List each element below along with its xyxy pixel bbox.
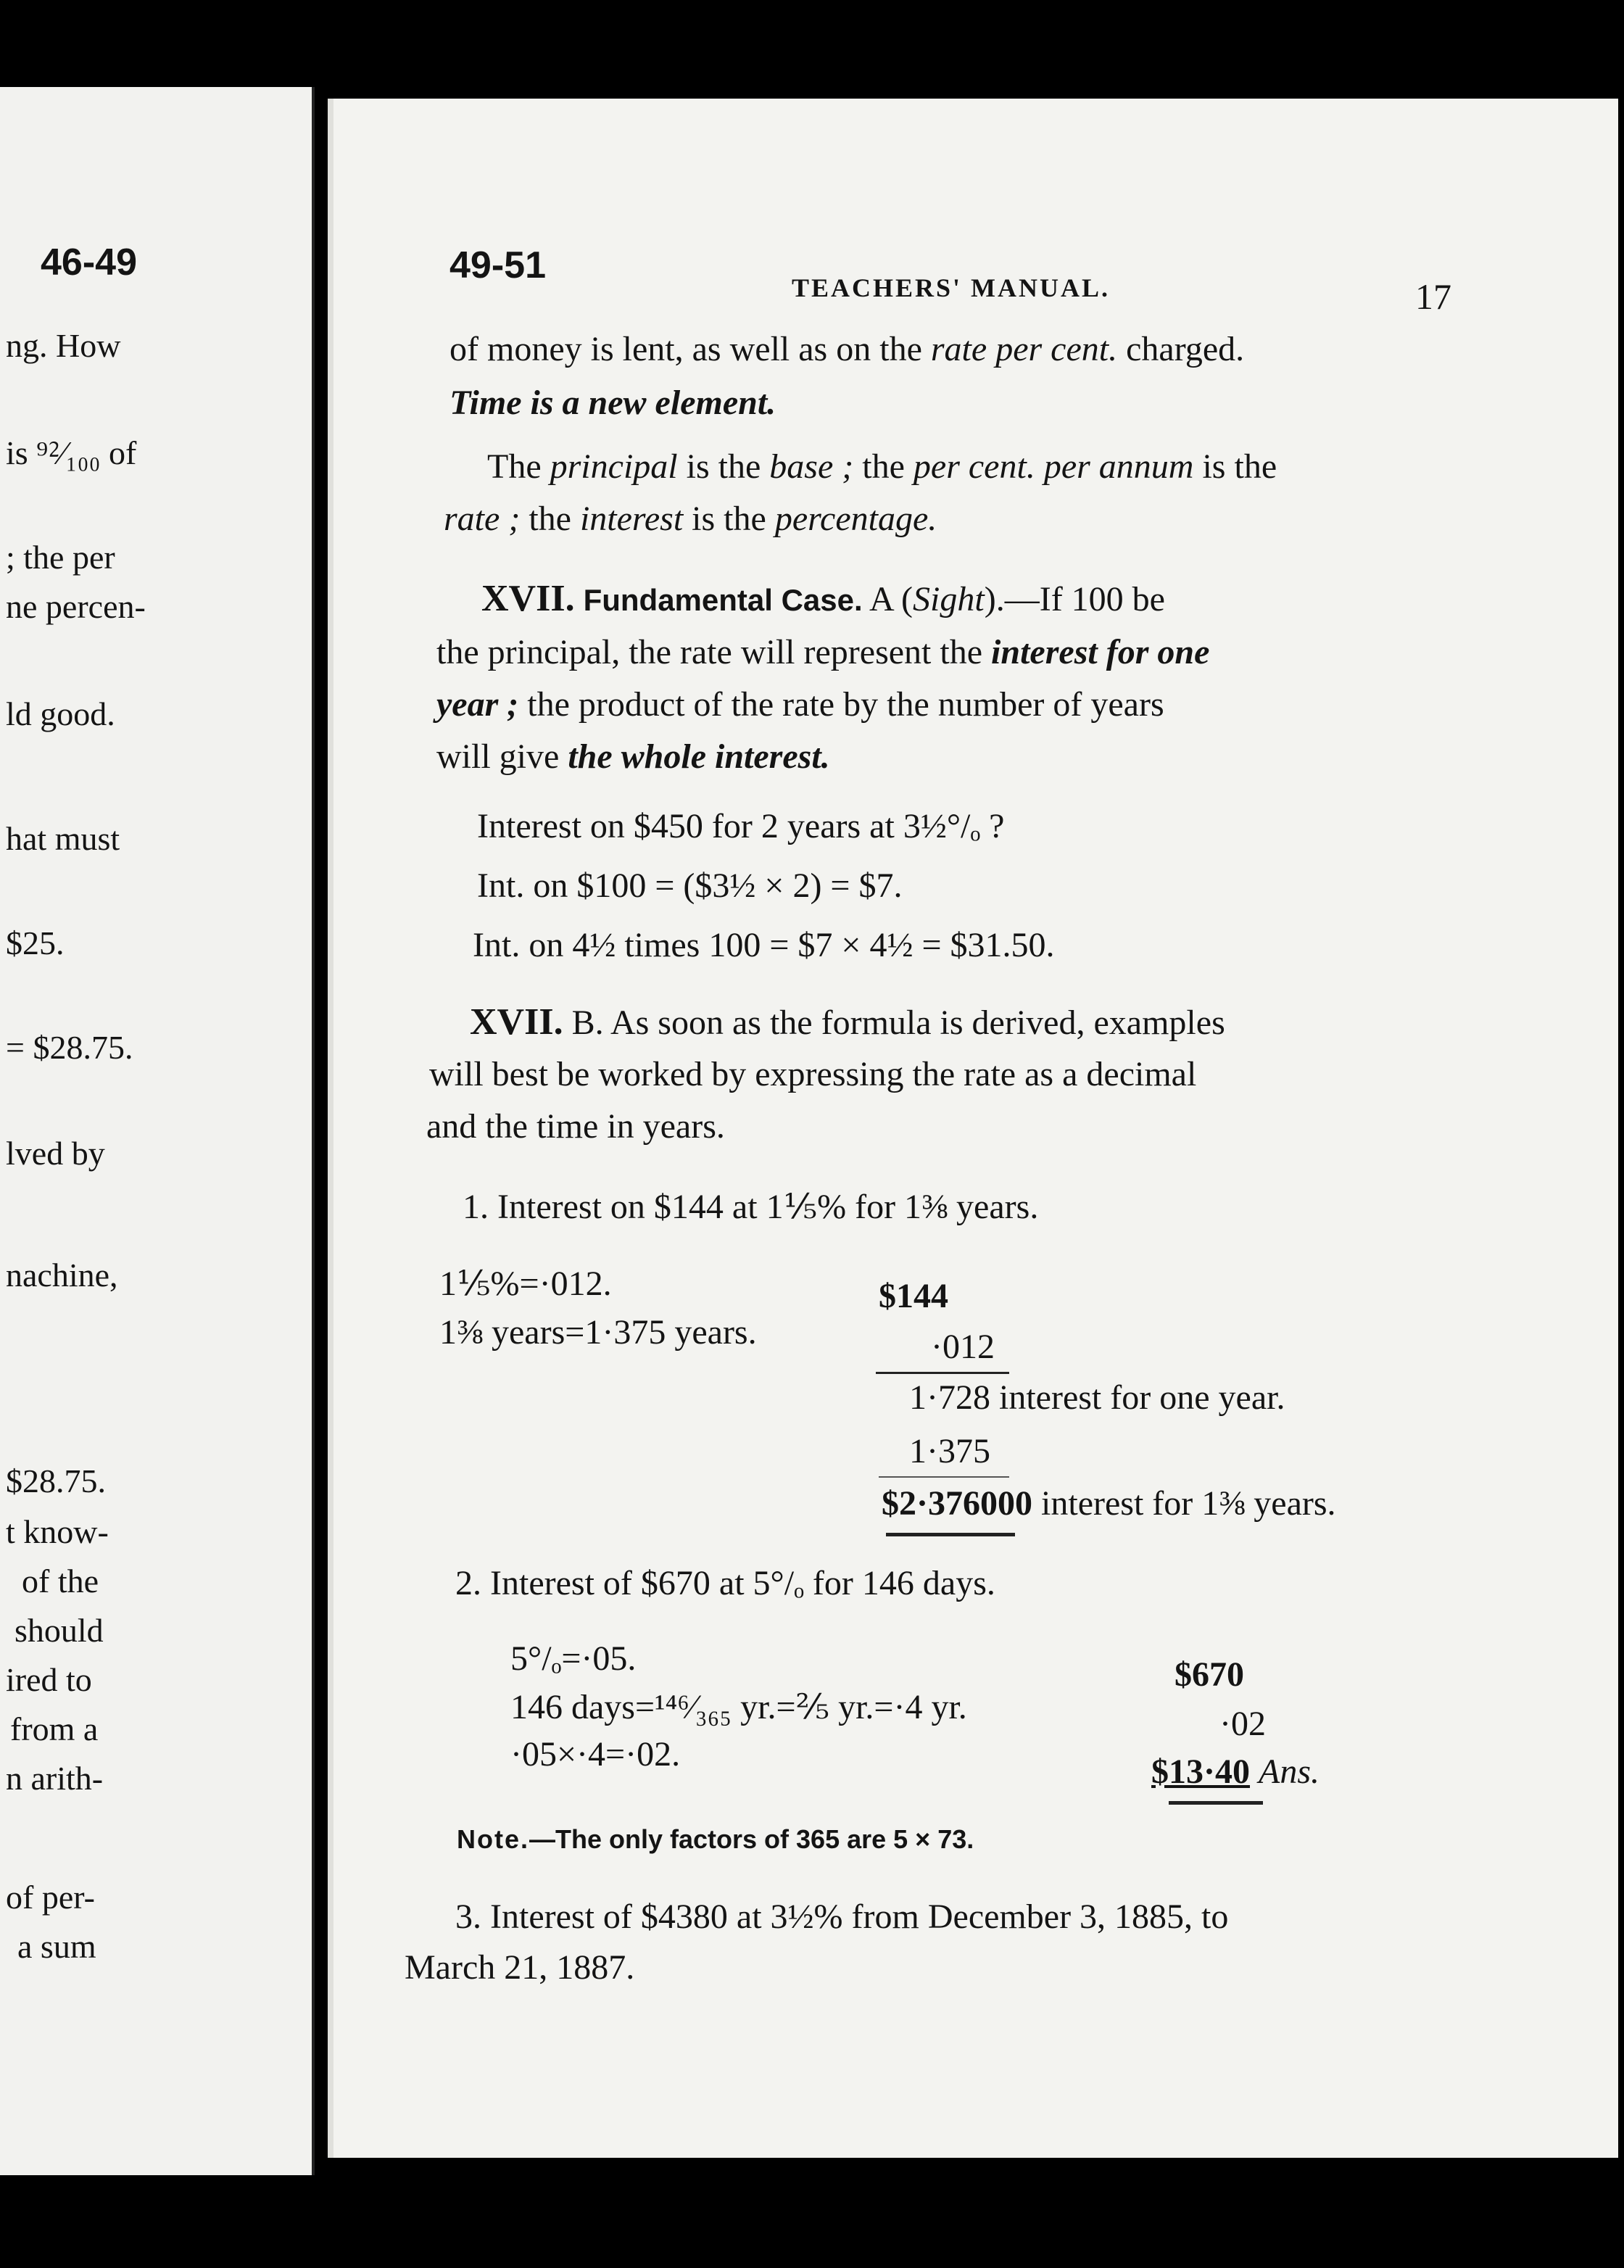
example-title: March 21, 1887. [405, 1948, 635, 1987]
total-rule [1169, 1801, 1263, 1805]
calc-value: 1·375 [909, 1432, 990, 1470]
calc-label: interest for one year. [998, 1378, 1285, 1417]
left-line: ired to [6, 1661, 92, 1698]
left-page [0, 87, 315, 2175]
paragraph-line [450, 329, 1244, 369]
note-text: —The only factors of 365 are 5 × 73. [529, 1824, 974, 1854]
section-numeral: XVII. [470, 1001, 563, 1043]
left-line: t know- [6, 1513, 109, 1550]
italic-text: Sight [913, 580, 985, 618]
text: is the [683, 500, 775, 538]
paragraph-line: will best be worked by expressing the rate as a decimal [429, 1055, 1197, 1093]
italic-text: interest for one [991, 633, 1210, 671]
text: of money is lent, as well as on the [450, 330, 931, 368]
calc-line [1151, 1752, 1320, 1792]
note-label: Note. [457, 1824, 529, 1854]
example-title: 3. Interest of $4380 at 3½% from December 3, 1885, to [455, 1897, 1229, 1936]
sum-rule [879, 1476, 1009, 1478]
calc-line: 5°/ₒ=·05. [510, 1639, 637, 1678]
paragraph-line [444, 499, 937, 539]
italic-text: year ; [436, 685, 519, 724]
example-title: 2. Interest of $670 at 5°/ₒ for 146 days. [455, 1564, 995, 1602]
sum-rule [876, 1372, 1009, 1374]
calc-label: interest for 1⅜ years. [1041, 1484, 1336, 1523]
example-title: 1. Interest on $144 at 1⅕% for 1⅜ years. [463, 1188, 1039, 1226]
calc-line: ·05×·4=·02. [510, 1735, 681, 1774]
left-line: is ⁹⁲⁄₁₀₀ of [6, 434, 137, 471]
left-line: of per- [6, 1879, 95, 1916]
italic-text: Time is a new element. [450, 384, 776, 422]
calc-value: $2·376000 [882, 1484, 1033, 1523]
section-heading-line [481, 577, 1165, 620]
calc-line [909, 1378, 1285, 1418]
left-line: should [14, 1612, 104, 1649]
calc-line [882, 1483, 1336, 1523]
calc-line: 146 days=¹⁴⁶⁄₃₆₅ yr.=⅖ yr.=·4 yr. [510, 1688, 967, 1726]
text: is the [677, 447, 770, 486]
text: the principal, the rate will represent the [436, 633, 992, 671]
note [457, 1824, 974, 1855]
left-line: lved by [6, 1135, 105, 1172]
calc-value: $670 [1174, 1655, 1244, 1694]
text: the [853, 447, 914, 486]
italic-text: interest [579, 500, 684, 538]
left-line: from a [10, 1710, 99, 1747]
paragraph-line: and the time in years. [426, 1107, 725, 1146]
left-line: n arith- [6, 1760, 104, 1797]
left-line: a sum [17, 1928, 96, 1965]
calc-value: ·02 [1219, 1705, 1266, 1743]
total-rule [886, 1533, 1015, 1536]
text: charged. [1117, 330, 1245, 368]
right-page [328, 99, 1618, 2158]
text: is the [1193, 447, 1277, 486]
italic-text: rate per cent. [930, 330, 1118, 368]
text: the product of the rate by the number of years [518, 685, 1164, 724]
example-line: Int. on $100 = ($3½ × 2) = $7. [477, 866, 903, 905]
left-line: $25. [6, 924, 65, 961]
paragraph-line [436, 737, 830, 777]
text: the [520, 500, 580, 538]
paragraph-line [436, 684, 1164, 724]
answer-label: Ans. [1259, 1752, 1320, 1791]
left-line: $28.75. [6, 1462, 106, 1499]
section-numeral: XVII. [481, 578, 575, 619]
left-line: ; the per [6, 539, 115, 576]
calc-line: 1⅕%=·012. [439, 1265, 612, 1303]
italic-text: principal [550, 447, 678, 486]
example-line: Int. on 4½ times 100 = $7 × 4½ = $31.50. [473, 926, 1055, 964]
paragraph-line [450, 383, 776, 423]
paragraph-line [436, 632, 1209, 672]
left-line: ne percen- [6, 588, 146, 625]
calc-line: 1⅜ years=1·375 years. [439, 1313, 757, 1352]
running-title: TEACHERS' MANUAL. [792, 273, 1111, 302]
left-line: ld good. [6, 695, 115, 732]
left-line: ng. How [6, 327, 121, 364]
text: A ( [862, 580, 914, 618]
text: ).—If 100 be [984, 580, 1165, 618]
page-number: 17 [1415, 276, 1451, 317]
text: The [487, 447, 550, 486]
text: will give [436, 737, 568, 776]
paragraph-line [487, 447, 1277, 487]
left-line: of the [22, 1563, 99, 1599]
italic-text: rate ; [444, 500, 521, 538]
calc-value: ·012 [931, 1328, 995, 1366]
section-title: Fundamental Case. [583, 583, 863, 617]
italic-text: base ; [769, 447, 854, 486]
left-page-header: 46-49 [41, 241, 137, 284]
calc-value: $144 [879, 1277, 948, 1315]
italic-text: per cent. per annum [913, 447, 1194, 486]
left-line: hat must [6, 820, 120, 857]
left-line: = $28.75. [6, 1029, 133, 1066]
text: B. As soon as the formula is derived, examples [563, 1003, 1225, 1042]
calc-value: $13·40 [1151, 1752, 1251, 1791]
italic-text: the whole interest. [568, 737, 830, 776]
section-heading-line [470, 1001, 1225, 1043]
italic-text: percentage. [774, 500, 937, 538]
example-line: Interest on $450 for 2 years at 3½°/ₒ ? [477, 807, 1005, 845]
left-line: nachine, [6, 1257, 118, 1294]
section-number: 49-51 [450, 244, 546, 286]
calc-value: 1·728 [909, 1378, 990, 1417]
